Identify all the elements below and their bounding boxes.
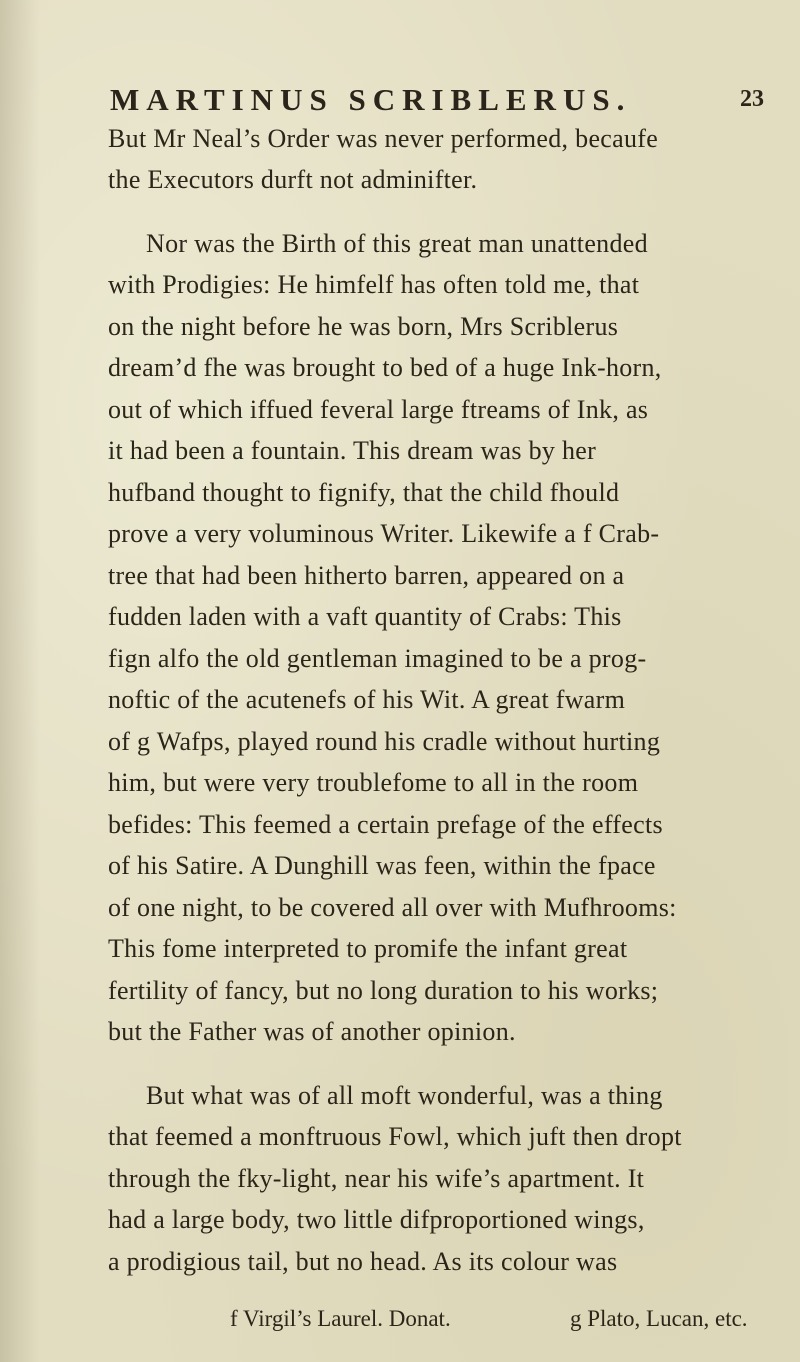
- text-line: fertility of fancy, but no long duration to his works;: [108, 976, 659, 1005]
- text-line: This fome interpreted to promife the infant great: [108, 934, 628, 963]
- page-gutter-shadow: [0, 0, 40, 1362]
- paragraph-start-line: Nor was the Birth of this great man unattended: [146, 229, 648, 258]
- text-line: dream’d fhe was brought to bed of a huge Ink-horn,: [108, 353, 662, 382]
- footnote-f: f Virgil’s Laurel. Donat.: [230, 1306, 451, 1331]
- text-line: had a large body, two little difproportioned wings,: [108, 1205, 645, 1234]
- text-line: hufband thought to fignify, that the child fhould: [108, 478, 620, 507]
- text-line: But Mr Neal’s Order was never performed, becaufe: [108, 124, 659, 153]
- text-line: a prodigious tail, but no head. As its colour was: [108, 1247, 618, 1276]
- text-line: but the Father was of another opinion.: [108, 1017, 516, 1046]
- text-line: out of which iffued feveral large ftreams of Ink, as: [108, 395, 649, 424]
- text-line: of g Wafps, played round his cradle without hurting: [108, 727, 661, 756]
- text-line: befides: This feemed a certain prefage of the effects: [108, 810, 663, 839]
- text-line: of his Satire. A Dunghill was feen, within the fpace: [108, 851, 656, 880]
- text-line: tree that had been hitherto barren, appeared on a: [108, 561, 625, 590]
- text-line: fign alfo the old gentleman imagined to be a prog-: [108, 644, 647, 673]
- footnote-g: g Plato, Lucan, etc.: [570, 1306, 748, 1331]
- text-line: through the fky-light, near his wife’s apartment. It: [108, 1164, 645, 1193]
- text-line: on the night before he was born, Mrs Scriblerus: [108, 312, 619, 341]
- text-line: the Executors durft not adminifter.: [108, 165, 478, 194]
- text-line: fudden laden with a vaft quantity of Crabs: This: [108, 602, 622, 631]
- text-line: with Prodigies: He himfelf has often told me, that: [108, 270, 640, 299]
- text-line: of one night, to be covered all over with Mufhrooms:: [108, 893, 677, 922]
- text-line: prove a very voluminous Writer. Likewife a f Crab-: [108, 519, 660, 548]
- paragraph-start-line: But what was of all moft wonderful, was a thing: [146, 1081, 663, 1110]
- text-line: noftic of the acutenefs of his Wit. A great fwarm: [108, 685, 626, 714]
- text-line: that feemed a monftruous Fowl, which juft then dropt: [108, 1122, 682, 1151]
- text-line: it had been a fountain. This dream was by her: [108, 436, 597, 465]
- running-head: MARTINUS SCRIBLERUS.: [110, 82, 632, 117]
- text-line: him, but were very troublefome to all in the room: [108, 768, 639, 797]
- page-header: [110, 82, 790, 126]
- footnotes: [230, 1306, 790, 1342]
- page-number: 23: [740, 86, 764, 112]
